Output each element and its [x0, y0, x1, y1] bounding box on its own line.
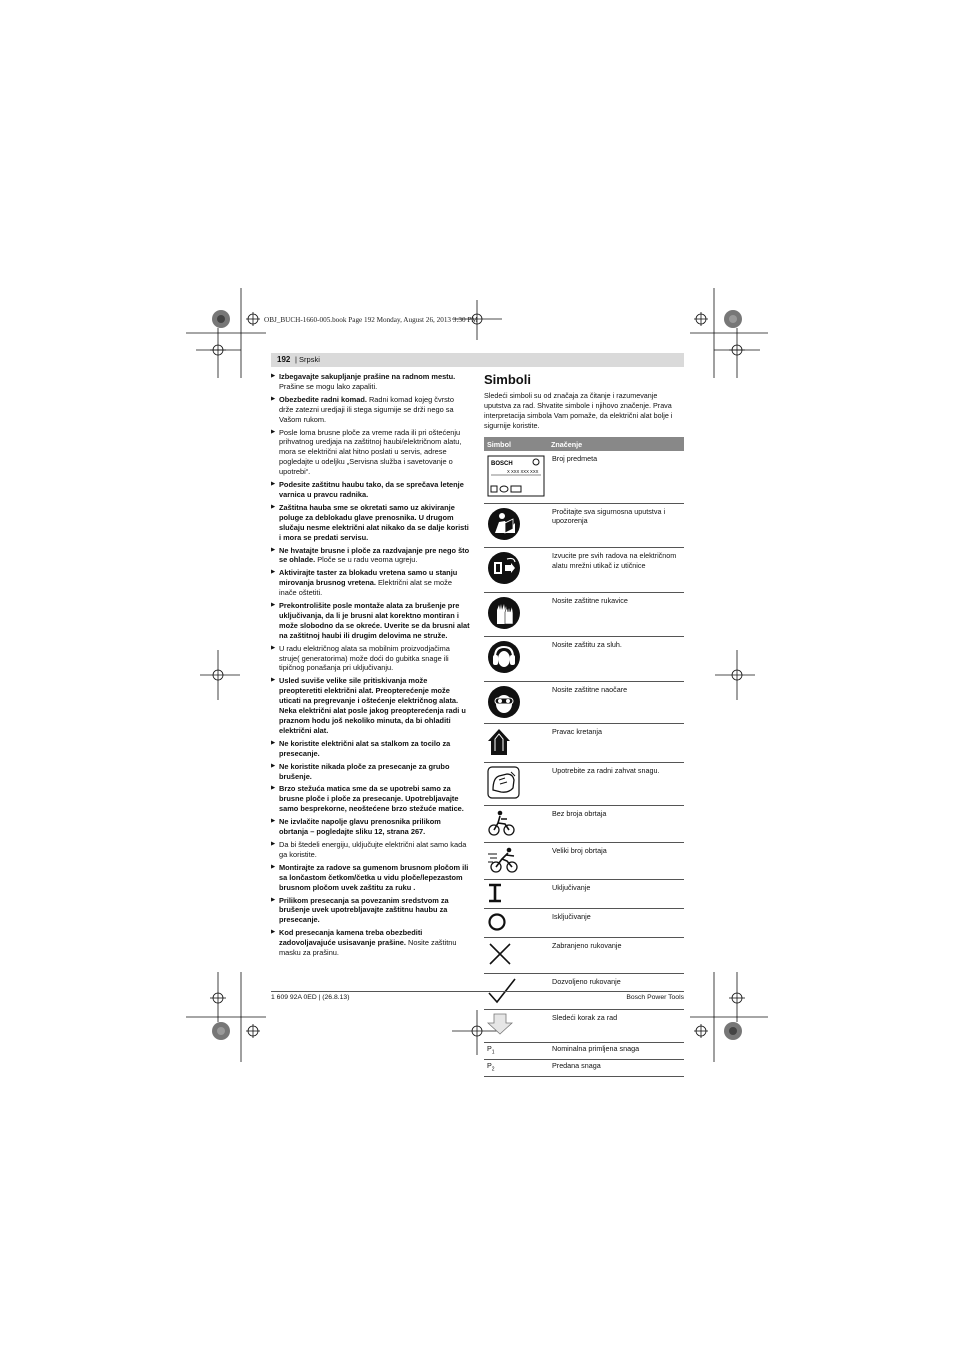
list-item	[271, 762, 470, 782]
col-meaning: Značenje	[548, 437, 684, 451]
section-title: Simboli	[484, 372, 531, 387]
list-item	[271, 601, 470, 641]
list-item-bold: Kod presecanja kamena treba obezbediti zadovoljavajuće usisavanje prašine.	[279, 928, 423, 948]
list-item	[271, 395, 470, 425]
footer-brand: Bosch Power Tools	[626, 994, 684, 1001]
footer-code: 1 609 92A 0ED | (26.8.13)	[271, 994, 350, 1001]
plate-code: X XXX XXX XXX	[507, 469, 539, 474]
list-item	[271, 817, 470, 837]
power-symbol-index: 2	[491, 1066, 495, 1073]
next-step-icon	[484, 1010, 548, 1043]
table-row	[484, 1010, 684, 1043]
grip-hand-icon	[484, 763, 548, 806]
gloves-icon	[484, 592, 548, 637]
list-item	[271, 428, 470, 478]
list-item-text: Ploče se u radu veoma ugreju.	[315, 555, 418, 565]
list-item-bold: Prilikom presecanja sa povezanim sredstvom za brušenje uvek upotrebljavajte zaštitnu haubu za presecanje.	[279, 895, 449, 925]
symbol-meaning: Sledeći korak za rad	[548, 1010, 684, 1043]
list-item	[271, 784, 470, 814]
power-symbol	[484, 1059, 548, 1076]
symbol-meaning: Predana snaga	[548, 1059, 684, 1076]
symbol-meaning: Nosite zaštitne rukavice	[548, 592, 684, 637]
symbols-table	[484, 437, 684, 1077]
page-header	[271, 353, 684, 367]
power-symbol-index: 1	[491, 1049, 495, 1056]
list-item	[271, 840, 470, 860]
language-label: Srpski	[299, 355, 320, 364]
table-row	[484, 503, 684, 548]
list-item-bold: Aktivirajte taster za blokadu vretena samo u stanju mirovanja brusnog vretena.	[279, 568, 458, 588]
direction-arrow-icon	[484, 724, 548, 763]
table-row	[484, 908, 684, 937]
symbol-meaning: Zabranjeno rukovanje	[548, 937, 684, 973]
list-item	[271, 372, 470, 392]
symbols-section	[484, 372, 684, 1077]
ear-protection-icon	[484, 637, 548, 682]
symbol-meaning: Nosite zaštitne naočare	[548, 681, 684, 724]
list-item-bold: Obezbedite radni komad.	[279, 394, 367, 404]
list-item	[271, 676, 470, 735]
symbol-meaning: Dozvoljeno rukovanje	[548, 973, 684, 1010]
table-row	[484, 724, 684, 763]
power-symbol-letter: P	[487, 1060, 492, 1070]
list-item-text: Prašine se mogu lako zapaliti.	[279, 381, 378, 391]
symbol-meaning: Bez broja obrtaja	[548, 806, 684, 843]
read-manual-icon	[484, 503, 548, 548]
power-symbol	[484, 1043, 548, 1060]
table-row	[484, 806, 684, 843]
unplug-icon	[484, 548, 548, 593]
symbol-meaning: Nosite zaštitu za sluh.	[548, 637, 684, 682]
list-item-bold: Usled suviše velike sile pritiskivanja može preopteretiti električni alat. Preopterećenje može uticati na pregrevanje i oštećenje električnog alata. Neka električni alat posle jakog preopterećenja radi u praznom hodu još nekoliko minuta, da bi ohladiti električni alat.	[279, 676, 466, 735]
list-item-text: Posle loma brusne ploče za vreme rada ili pri oštećenju prihvatnog uredjaja na zaštitnoj haubi/električnom alatu, mora se električni alat hitno poslati u servis, adrese pogledajte u odeljku „Servisna služba i savetovanje o upotrebi“.	[279, 427, 462, 477]
list-item-bold: Brzo stežuća matica sme da se upotrebi samo za brusne ploče i ploče za presecanje. Upotrebljavajte samo besprekorne, neoštećene brzo stežuće matice.	[279, 784, 464, 814]
table-row	[484, 592, 684, 637]
table-row	[484, 843, 684, 880]
table-row	[484, 637, 684, 682]
table-row	[484, 1043, 684, 1060]
table-header	[484, 437, 684, 451]
table-row	[484, 937, 684, 973]
list-item-bold: Izbegavajte sakupljanje prašine na radnom mestu.	[279, 372, 456, 381]
list-item-bold: Zaštitna hauba sme se okretati samo uz akiviranje poluge za deblokadu glave prenosnika. U drugom slučaju nesme električni alat nikako da se dalje koristi i mora se predati servisu.	[279, 502, 469, 542]
footer-divider	[271, 991, 684, 992]
page-number: 192	[277, 355, 291, 364]
list-item-text: U radu električnog alata sa mobilnim proizvodjačima struje( generatorima) može doći do gubitka snage ili tipičnog ponašanja pri uključivanju.	[279, 643, 450, 673]
list-item-text: Električni alat se može inače oštetiti.	[279, 578, 452, 598]
list-item-text: Radni komad kojeg čvrsto drže zatezni uredjaji ili stega sigurnije se drži nego sa Vašom rukom.	[279, 394, 454, 424]
list-item-bold: Ne koristite električni alat sa stalkom za tocilo za presecanje.	[279, 738, 451, 758]
symbol-meaning: Izvucite pre svih radova na električnom alatu mrežni utikač iz utičnice	[548, 548, 684, 593]
nameplate-icon	[484, 451, 548, 503]
forbidden-icon	[484, 937, 548, 973]
plate-brand: BOSCH	[491, 461, 513, 467]
switch-off-icon	[484, 908, 548, 937]
list-item-bold: Montirajte za radove sa gumenom brusnom pločom ili sa lončastom četkom/četka u vidu ploče/lepezastom brusnom pločom uvek zaštitu za ruku .	[279, 862, 469, 892]
list-item	[271, 863, 470, 893]
goggles-icon	[484, 681, 548, 724]
list-item-bold: Ne izvlačite napolje glavu prenosnika prilikom obrtanja – pogledajte sliku 12, strana 267.	[279, 817, 441, 837]
list-item	[271, 644, 470, 674]
page-language: | Srpski	[295, 355, 320, 364]
section-intro: Sledeći simboli su od značaja za čitanje i razumevanje uputstva za rad. Shvatite simbole i njihovo značenje. Prava interpretacija simbola Vam pomaže, da električni alat bolje i sigurnije koristite.	[484, 391, 673, 430]
symbol-meaning: Pročitajte sva sigurnosna uputstva i upozorenja	[548, 503, 684, 548]
list-item	[271, 739, 470, 759]
safety-list	[271, 372, 470, 961]
list-item-bold: Ne koristite nikada ploče za presecanje za grubo brušenje.	[279, 761, 450, 781]
list-item	[271, 503, 470, 543]
list-item-bold: Podesite zaštitnu haubu tako, da se sprečava letenje varnica u pravcu radnika.	[279, 480, 464, 499]
symbol-meaning: Isključivanje	[548, 908, 684, 937]
switch-on-icon	[484, 880, 548, 909]
list-item-text: Da bi štedeli energiju, uključujte električni alat samo kada ga koristite.	[279, 839, 467, 859]
low-speed-icon	[484, 806, 548, 843]
table-row	[484, 451, 684, 503]
table-row	[484, 763, 684, 806]
list-item-bold: Ne hvatajte brusne i ploče za razdvajanje pre nego što se ohlade.	[279, 545, 470, 565]
symbol-meaning: Nominalna primljena snaga	[548, 1043, 684, 1060]
list-item	[271, 896, 470, 926]
registration-text: OBJ_BUCH-1660-005.book Page 192 Monday, August 26, 2013 3:30 PM	[264, 316, 478, 324]
symbol-meaning: Upotrebite za radni zahvat snagu.	[548, 763, 684, 806]
power-symbol-letter: P	[487, 1044, 492, 1053]
col-symbol: Simbol	[484, 437, 548, 451]
list-item	[271, 480, 470, 500]
symbol-meaning: Veliki broj obrtaja	[548, 843, 684, 880]
list-item-text: Nosite zaštitnu masku za prašinu.	[279, 938, 457, 958]
list-item	[271, 568, 470, 598]
table-row	[484, 1059, 684, 1076]
symbol-meaning: Uključivanje	[548, 880, 684, 909]
table-row	[484, 880, 684, 909]
symbol-meaning: Broj predmeta	[548, 451, 684, 503]
list-item	[271, 546, 470, 566]
table-row	[484, 548, 684, 593]
list-item-bold: Prekontrolišite posle montaže alata za brušenje pre uključivanja, da li je brusni alat korektno montiran i može slobodno da se okreće. Uverite se da brusni alat na zaštitnoj haubi ili drugim delovima ne struže.	[279, 601, 470, 640]
table-row	[484, 681, 684, 724]
list-item	[271, 928, 470, 958]
high-speed-icon	[484, 843, 548, 880]
symbol-meaning: Pravac kretanja	[548, 724, 684, 763]
